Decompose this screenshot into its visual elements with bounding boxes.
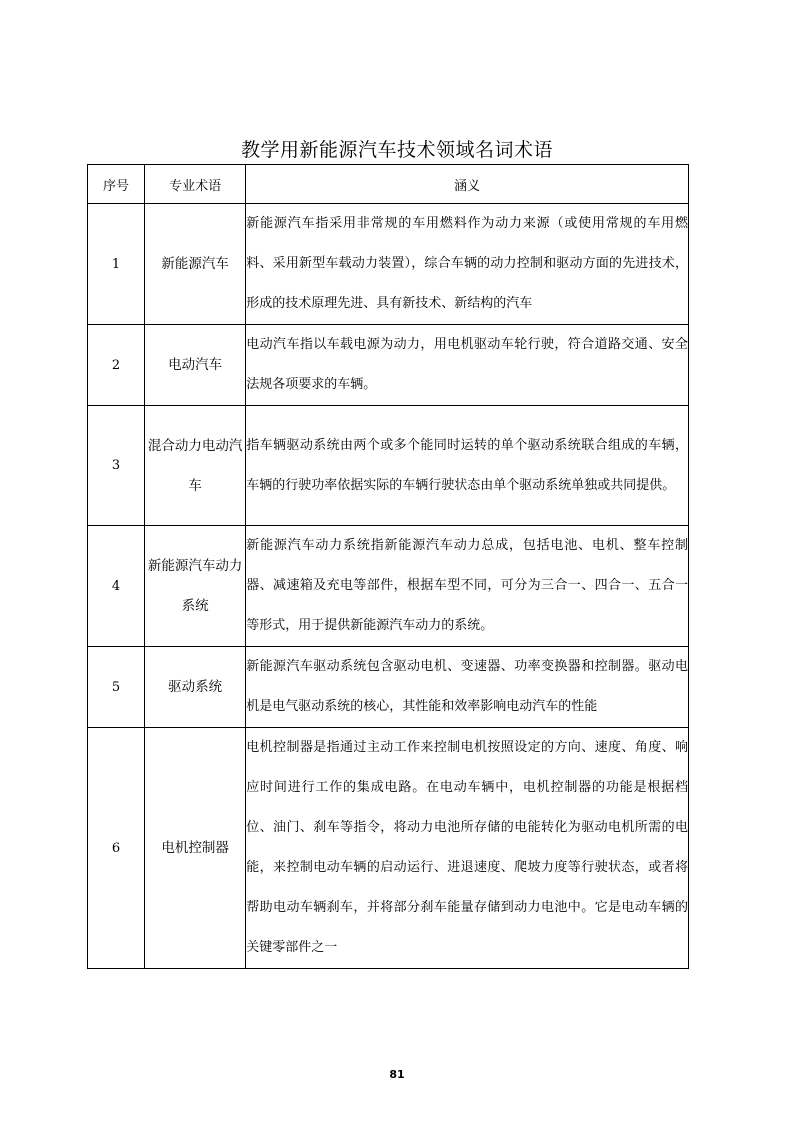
term-cell: 电机控制器 xyxy=(145,728,246,969)
header-term: 专业术语 xyxy=(145,165,246,204)
row-number: 1 xyxy=(88,204,145,325)
definition-cell: 电动汽车指以车载电源为动力，用电机驱动车轮行驶，符合道路交通、安全法规各项要求的车辆。 xyxy=(246,325,689,406)
terms-table xyxy=(87,164,689,969)
definition-cell: 新能源汽车动力系统指新能源汽车动力总成，包括电池、电机、整车控制器、减速箱及充电等部件，根据车型不同，可分为三合一、四合一、五合一等形式，用于提供新能源汽车动力的系统。 xyxy=(246,526,689,647)
term-cell: 新能源汽车动力系统 xyxy=(145,526,246,647)
row-number: 4 xyxy=(88,526,145,647)
definition-cell: 新能源汽车指采用非常规的车用燃料作为动力来源（或使用常规的车用燃料、采用新型车载动力装置），综合车辆的动力控制和驱动方面的先进技术，形成的技术原理先进、具有新技术、新结构的汽车 xyxy=(246,204,689,325)
term-cell: 驱动系统 xyxy=(145,647,246,728)
page-title: 教学用新能源汽车技术领域名词术语 xyxy=(240,139,553,161)
table-row xyxy=(88,406,689,526)
definition-cell: 指车辆驱动系统由两个或多个能同时运转的单个驱动系统联合组成的车辆，车辆的行驶功率依据实际的车辆行驶状态由单个驱动系统单独或共同提供。 xyxy=(246,406,689,526)
row-number: 6 xyxy=(88,728,145,969)
header-no: 序号 xyxy=(88,165,145,204)
table-row xyxy=(88,204,689,325)
table-row xyxy=(88,325,689,406)
definition-cell: 新能源汽车驱动系统包含驱动电机、变速器、功率变换器和控制器。驱动电机是电气驱动系统的核心，其性能和效率影响电动汽车的性能 xyxy=(246,647,689,728)
term-cell: 新能源汽车 xyxy=(145,204,246,325)
term-cell: 混合动力电动汽车 xyxy=(145,406,246,526)
table-row xyxy=(88,647,689,728)
table-row xyxy=(88,526,689,647)
definition-cell: 电机控制器是指通过主动工作来控制电机按照设定的方向、速度、角度、响应时间进行工作的集成电路。在电动车辆中，电机控制器的功能是根据档位、油门、刹车等指令，将动力电池所存储的电能转化为驱动电机所需的电能，来控制电动车辆的启动运行、进退速度、爬坡力度等行驶状态，或者将帮助电动车辆刹车，并将部分刹车能量存储到动力电池中。它是电动车辆的关键零部件之一 xyxy=(246,728,689,969)
table-row xyxy=(88,728,689,969)
row-number: 2 xyxy=(88,325,145,406)
term-cell: 电动汽车 xyxy=(145,325,246,406)
header-definition: 涵义 xyxy=(246,165,689,204)
table-header-row xyxy=(88,165,689,204)
row-number: 3 xyxy=(88,406,145,526)
page-number: 81 xyxy=(389,1068,405,1081)
row-number: 5 xyxy=(88,647,145,728)
